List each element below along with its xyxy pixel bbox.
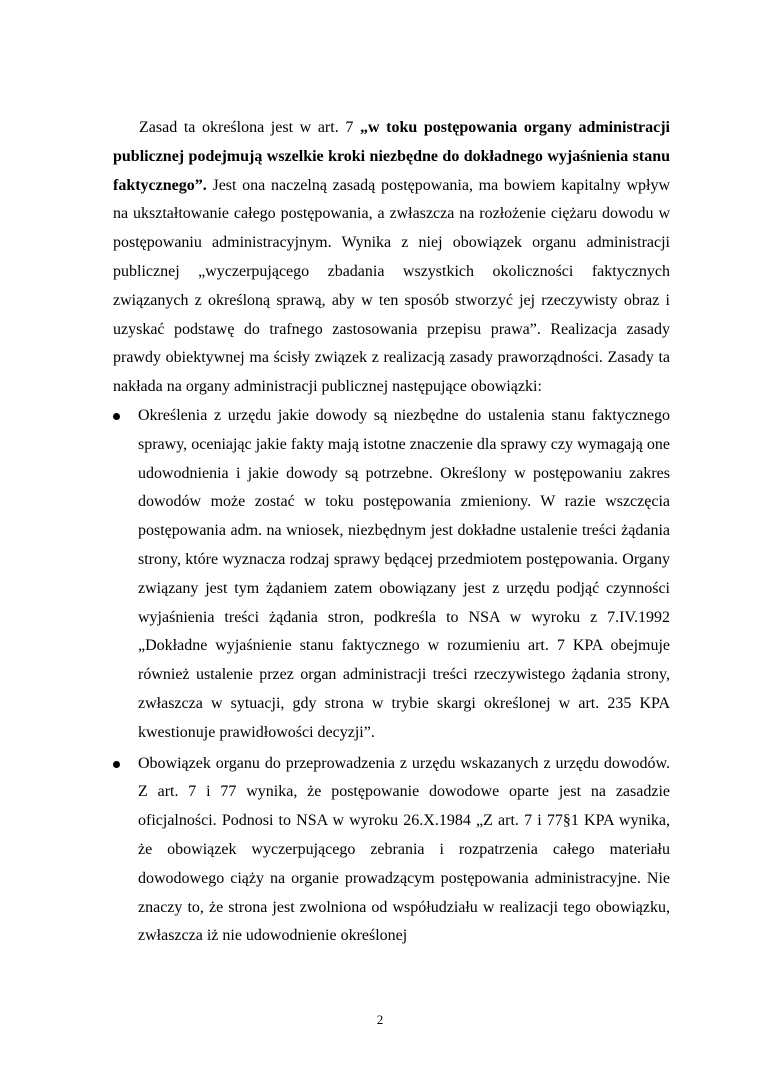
intro-lead: Zasad ta określona jest w art. 7 bbox=[139, 119, 360, 136]
document-body bbox=[113, 114, 670, 951]
list-item bbox=[113, 750, 670, 952]
obligations-list bbox=[113, 402, 670, 951]
list-item-text: Obowiązek organu do przeprowadzenia z urzędu wskazanych z urzędu dowodów. Z art. 7 i 77 wynika, że postępowanie dowodowe oparte jest na zasadzie oficjalności. Podnosi to NSA w wyroku 26.X.1984 „Z art. 7 i 77§1 KPA wynika, że obowiązek wyczerpującego zebrania i rozpatrzenia całego materiału dowodowego ciąży na organie prowadzącym postępowania administracyjne. Nie znaczy to, że strona jest zwolniona od współudziału w realizacji tego obowiązku, zwłaszcza iż nie udowodnienie określonej bbox=[138, 754, 670, 945]
intro-paragraph bbox=[113, 114, 670, 402]
intro-quote: „w toku postępowania organy administracji publicznej podejmują wszelkie kroki niezbędne do dokładnego wyjaśnienia stanu faktycznego”. bbox=[113, 119, 670, 194]
list-item-text: Określenia z urzędu jakie dowody są niezbędne do ustalenia stanu faktycznego sprawy, oceniając jakie fakty mają istotne znaczenie dla sprawy czy wymagają one udowodnienia i jakie dowody są potrzebne. Określony w postępowaniu zakres dowodów może zostać w toku postępowania zmieniony. W razie wszczęcia postępowania adm. na wniosek, niezbędnym jest dokładne ustalenie treści żądania strony, które wyznacza rodzaj sprawy będącej przedmiotem postępowania. Organy związany jest tym żądaniem zatem obowiązany jest z urzędu podjąć czynności wyjaśnienia treści żądania stron, podkreśla to NSA w wyroku z 7.IV.1992 „Dokładne wyjaśnienie stanu faktycznego w rozumieniu art. 7 KPA obejmuje również ustalenie przez organ administracji treści rzeczywistego żądania strony, zwłaszcza w sytuacji, gdy strona w trybie skargi określonej w art. 235 KPA kwestionuje prawidłowości decyzji”. bbox=[138, 406, 670, 741]
page-number: 2 bbox=[376, 1012, 384, 1027]
bullet-icon bbox=[113, 761, 120, 768]
intro-rest: Jest ona naczelną zasadą postępowania, ma bowiem kapitalny wpływ na ukształtowanie całego postępowania, a zwłaszcza na rozłożenie ciężaru dowodu w postępowaniu administracyjnym. Wynika z niej obowiązek organu administracji publicznej „wyczerpującego zbadania wszystkich okoliczności faktycznych związanych z określoną sprawą, aby w ten sposób stworzyć jej rzeczywisty obraz i uzyskać podstawę do trafnego zastosowania przepisu prawa”. Realizacja zasady prawdy obiektywnej ma ścisły związek z realizacją zasady praworządności. Zasady ta nakłada na organy administracji publicznej następujące obowiązki: bbox=[113, 176, 670, 396]
list-item bbox=[113, 402, 670, 748]
bullet-icon bbox=[113, 413, 120, 420]
